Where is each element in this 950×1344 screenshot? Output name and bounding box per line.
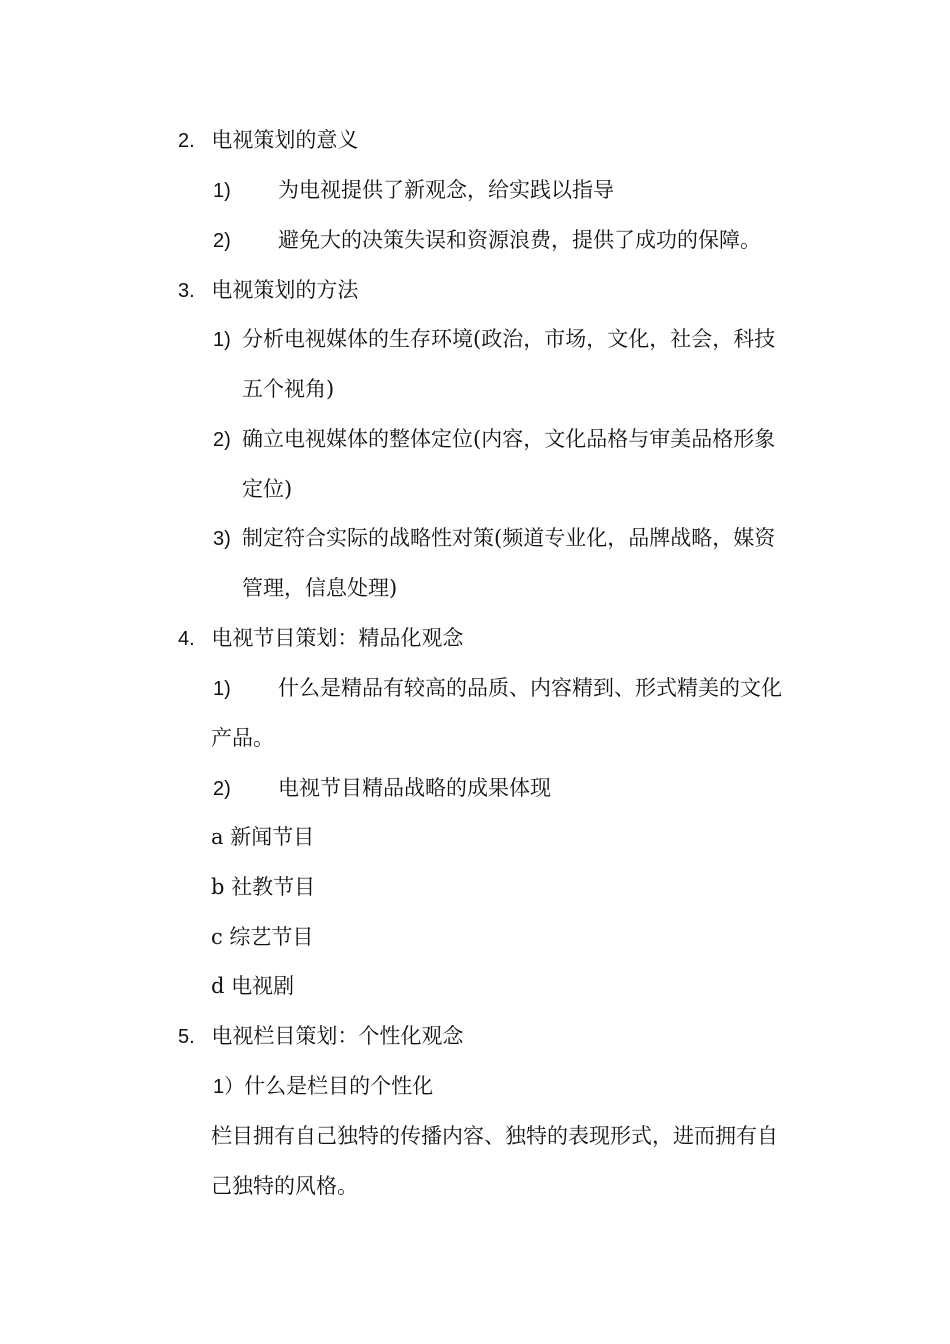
list-item: [213, 324, 776, 355]
list-item-text: 制定符合实际的战略性对策(频道专业化，品牌战略，媒资: [242, 526, 776, 550]
list-marker: 2): [213, 778, 231, 800]
sub-item: b 社教节目: [211, 875, 316, 899]
section-3-heading: [178, 275, 358, 306]
list-item: [213, 1071, 433, 1102]
paragraph-line: 己独特的风格。: [211, 1174, 358, 1198]
list-item-continuation: 产品。: [211, 726, 274, 750]
list-item-text: 什么是栏目的个性化: [244, 1074, 434, 1098]
list-item-text: 避免大的决策失误和资源浪费，提供了成功的保障。: [278, 228, 761, 252]
list-marker: 1): [213, 678, 231, 700]
section-title: 电视策划的方法: [211, 278, 359, 302]
list-item-continuation: 五个视角): [242, 377, 335, 401]
list-item: [213, 523, 776, 554]
list-marker: 1): [213, 329, 231, 351]
list-marker: 2): [213, 230, 231, 252]
list-item-text: 电视节目精品战略的成果体现: [278, 776, 551, 800]
section-4-heading: [178, 623, 463, 654]
section-number: 5.: [178, 1026, 195, 1048]
section-number: 2.: [178, 130, 195, 152]
section-5-heading: [178, 1021, 463, 1052]
section-title: 电视节目策划：精品化观念: [211, 626, 464, 650]
section-number: 3.: [178, 280, 195, 302]
section-2-heading: [178, 125, 358, 156]
list-item-text: 为电视提供了新观念，给实践以指导: [278, 178, 614, 202]
list-item-text: 什么是精品有较高的品质、内容精到、形式精美的文化: [278, 676, 782, 700]
section-title: 电视栏目策划：个性化观念: [211, 1024, 464, 1048]
list-marker: 2): [213, 429, 231, 451]
list-marker: 1）: [213, 1076, 245, 1098]
sub-item: c 综艺节目: [211, 925, 314, 949]
section-number: 4.: [178, 628, 195, 650]
sub-item: d 电视剧: [211, 974, 295, 998]
section-title: 电视策划的意义: [211, 128, 359, 152]
list-item: [213, 225, 761, 256]
list-item-text: 分析电视媒体的生存环境(政治，市场，文化，社会，科技: [242, 327, 776, 351]
list-item: [213, 175, 614, 206]
list-marker: 1): [213, 180, 231, 202]
list-item: [213, 673, 782, 704]
list-marker: 3): [213, 528, 231, 550]
paragraph-line: 栏目拥有自己独特的传播内容、独特的表现形式，进而拥有自: [211, 1124, 778, 1148]
list-item: [213, 424, 776, 455]
list-item-text: 确立电视媒体的整体定位(内容，文化品格与审美品格形象: [242, 427, 776, 451]
list-item-continuation: 管理，信息处理): [242, 576, 398, 600]
list-item-continuation: 定位): [242, 477, 293, 501]
sub-item: a 新闻节目: [211, 825, 315, 849]
list-item: [213, 773, 551, 804]
